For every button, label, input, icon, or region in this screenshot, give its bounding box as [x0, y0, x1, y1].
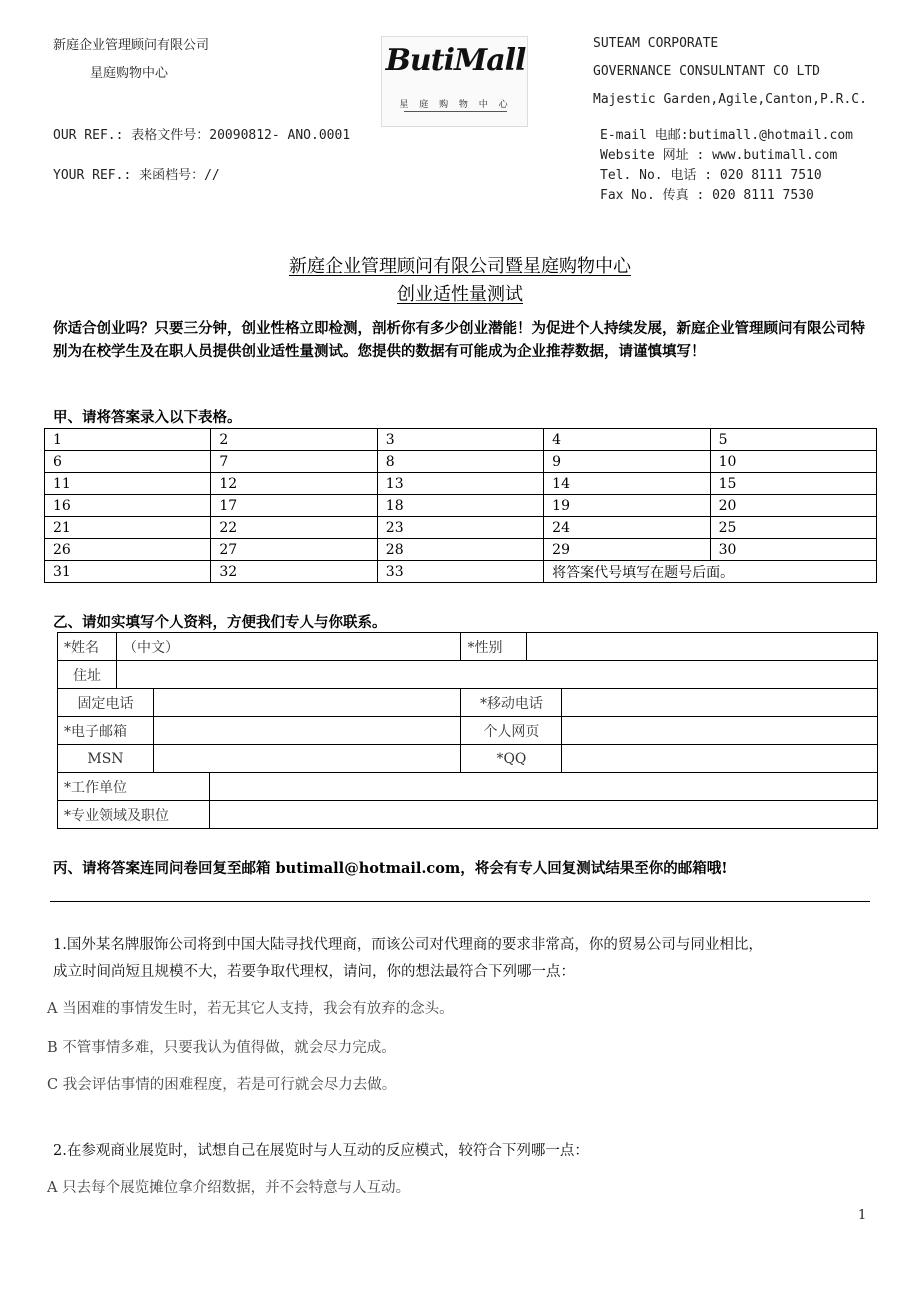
contact-tel [600, 164, 822, 183]
homepage-label: 个人网页 [461, 717, 562, 745]
answer-cell[interactable]: 25 [710, 517, 876, 539]
answer-cell[interactable]: 19 [544, 495, 710, 517]
contact-email-value[interactable]: butimall.@hotmail.com [688, 128, 853, 143]
answer-cell[interactable]: 24 [544, 517, 710, 539]
answer-cell[interactable]: 26 [45, 539, 211, 561]
table-row [58, 745, 878, 773]
answer-cell[interactable]: 17 [211, 495, 377, 517]
section-b-heading: 乙、请如实填写个人资料，方便我们专人与你联系。 [53, 614, 387, 631]
answer-cell[interactable]: 21 [45, 517, 211, 539]
name-label: *姓名 [58, 633, 117, 661]
question-2-text: 2.在参观商业展览时，试想自己在展览时与人互动的反应模式，较符合下列哪一点： [53, 1143, 589, 1159]
qq-input[interactable] [562, 745, 878, 773]
table-row [58, 773, 878, 801]
company-name-cn: 新庭企业管理顾问有限公司 [53, 38, 210, 53]
field-input[interactable] [209, 801, 877, 829]
company-name-en-1: SUTEAM CORPORATE [593, 36, 719, 51]
mall-name-cn: 星庭购物中心 [90, 66, 169, 81]
answer-cell[interactable]: 10 [710, 451, 876, 473]
company-name-en-2: GOVERNANCE CONSULNTANT CO LTD [593, 64, 820, 79]
answer-cell[interactable]: 15 [710, 473, 876, 495]
table-row [58, 689, 878, 717]
employer-input[interactable] [209, 773, 877, 801]
table-row [58, 801, 878, 829]
answer-note-cell: 将答案代号填写在题号后面。 [544, 561, 877, 583]
answer-cell[interactable]: 33 [377, 561, 543, 583]
contact-website [600, 144, 837, 163]
contact-email-label: E-mail 电邮: [600, 128, 689, 143]
table-row [45, 539, 877, 561]
answer-table [44, 428, 877, 583]
msn-input[interactable] [153, 745, 461, 773]
qq-label: *QQ [461, 745, 562, 773]
email-label: *电子邮箱 [58, 717, 154, 745]
logo-subtitle: 星 庭 购 物 中 心 [399, 100, 512, 110]
answer-cell[interactable]: 23 [377, 517, 543, 539]
answer-cell[interactable]: 3 [377, 429, 543, 451]
answer-cell[interactable]: 31 [45, 561, 211, 583]
answer-cell[interactable]: 11 [45, 473, 211, 495]
answer-cell[interactable]: 29 [544, 539, 710, 561]
table-row [45, 429, 877, 451]
contact-fax-value: 020 8111 7530 [712, 188, 814, 203]
table-row [45, 473, 877, 495]
phone-label: 固定电话 [58, 689, 154, 717]
answer-cell[interactable]: 30 [710, 539, 876, 561]
contact-tel-value: 020 8111 7510 [719, 168, 822, 183]
answer-cell[interactable]: 18 [377, 495, 543, 517]
answer-cell[interactable]: 9 [544, 451, 710, 473]
table-row [58, 717, 878, 745]
question-1-text: 1.国外某名牌服饰公司将到中国大陆寻找代理商，而该公司对代理商的要求非常高，你的贸易公司与同业相比， [53, 937, 763, 953]
document-title-line1: 新庭企业管理顾问有限公司暨星庭购物中心 [289, 256, 631, 277]
question-1-option-c[interactable]: C 我会评估事情的困难程度，若是可行就会尽力去做。 [47, 1077, 397, 1093]
your-ref: YOUR REF.: 来函档号：// [53, 168, 220, 183]
answer-cell[interactable]: 22 [211, 517, 377, 539]
homepage-input[interactable] [562, 717, 878, 745]
mobile-label: *移动电话 [461, 689, 562, 717]
question-2-option-a[interactable]: A 只去每个展览摊位拿介绍数据，并不会特意与人互动。 [47, 1180, 411, 1196]
page-number: 1 [858, 1208, 867, 1223]
answer-cell[interactable]: 1 [45, 429, 211, 451]
answer-cell[interactable]: 14 [544, 473, 710, 495]
section-c-instruction: 丙、请将答案连同问卷回复至邮箱 butimall@hotmail.com，将会有专人回复测试结果至你的邮箱哦! [53, 860, 728, 877]
msn-label: MSN [58, 745, 154, 773]
answer-cell[interactable]: 5 [710, 429, 876, 451]
phone-input[interactable] [153, 689, 461, 717]
address-label: 住址 [58, 661, 117, 689]
our-ref: OUR REF.: 表格文件号：20090812- ANO.0001 [53, 128, 351, 143]
answer-cell[interactable]: 27 [211, 539, 377, 561]
contact-email [600, 124, 853, 143]
contact-website-label: Website 网址 : [600, 148, 705, 163]
answer-cell[interactable]: 12 [211, 473, 377, 495]
answer-cell[interactable]: 4 [544, 429, 710, 451]
intro-paragraph: 你适合创业吗？只要三分钟，创业性格立即检测，剖析你有多少创业潜能！为促进个人持续发展，新庭企业管理顾问有限公司特别为在校学生及在职人员提供创业适性量测试。您提供的数据有可能成为企业推荐数据，请谨慎填写！ [53, 320, 865, 360]
table-row [58, 633, 878, 661]
butimall-logo [381, 36, 528, 127]
contact-fax [600, 184, 814, 203]
table-row [45, 517, 877, 539]
question-1-option-a[interactable]: A 当困难的事情发生时，若无其它人支持，我会有放弃的念头。 [47, 1001, 454, 1017]
employer-label: *工作单位 [58, 773, 210, 801]
contact-website-value[interactable]: www.butimall.com [712, 148, 838, 163]
gender-cell [461, 633, 878, 661]
answer-cell[interactable]: 28 [377, 539, 543, 561]
answer-cell[interactable]: 13 [377, 473, 543, 495]
email-input[interactable] [153, 717, 461, 745]
gender-input[interactable] [527, 633, 877, 660]
mobile-input[interactable] [562, 689, 878, 717]
table-row [58, 661, 878, 689]
answer-cell[interactable]: 7 [211, 451, 377, 473]
logo-divider [404, 111, 507, 112]
question-1-option-b[interactable]: B 不管事情多难，只要我认为值得做，就会尽力完成。 [47, 1040, 396, 1056]
address-input[interactable] [116, 661, 877, 689]
document-title-line2: 创业适性量测试 [397, 284, 523, 305]
answer-cell[interactable]: 8 [377, 451, 543, 473]
table-row [45, 561, 877, 583]
company-address: Majestic Garden,Agile,Canton,P.R.C. [593, 92, 867, 107]
contact-tel-label: Tel. No. 电话 : [600, 168, 713, 183]
contact-fax-label: Fax No. 传真 : [600, 188, 705, 203]
answer-cell[interactable]: 2 [211, 429, 377, 451]
gender-label: *性别 [461, 633, 527, 660]
answer-cell[interactable]: 20 [710, 495, 876, 517]
section-divider [50, 901, 870, 902]
answer-cell[interactable]: 16 [45, 495, 211, 517]
question-1-text-cont: 成立时间尚短且规模不大，若要争取代理权，请问，你的想法最符合下列哪一点： [53, 964, 575, 980]
name-input[interactable]: （中文） [116, 633, 461, 661]
personal-info-table [57, 632, 878, 829]
answer-cell[interactable]: 32 [211, 561, 377, 583]
answer-cell[interactable]: 6 [45, 451, 211, 473]
field-label: *专业领域及职位 [58, 801, 210, 829]
table-row [45, 451, 877, 473]
logo-script-text: ButiMall [385, 43, 526, 78]
table-row [45, 495, 877, 517]
section-a-heading: 甲、请将答案录入以下表格。 [53, 409, 242, 426]
